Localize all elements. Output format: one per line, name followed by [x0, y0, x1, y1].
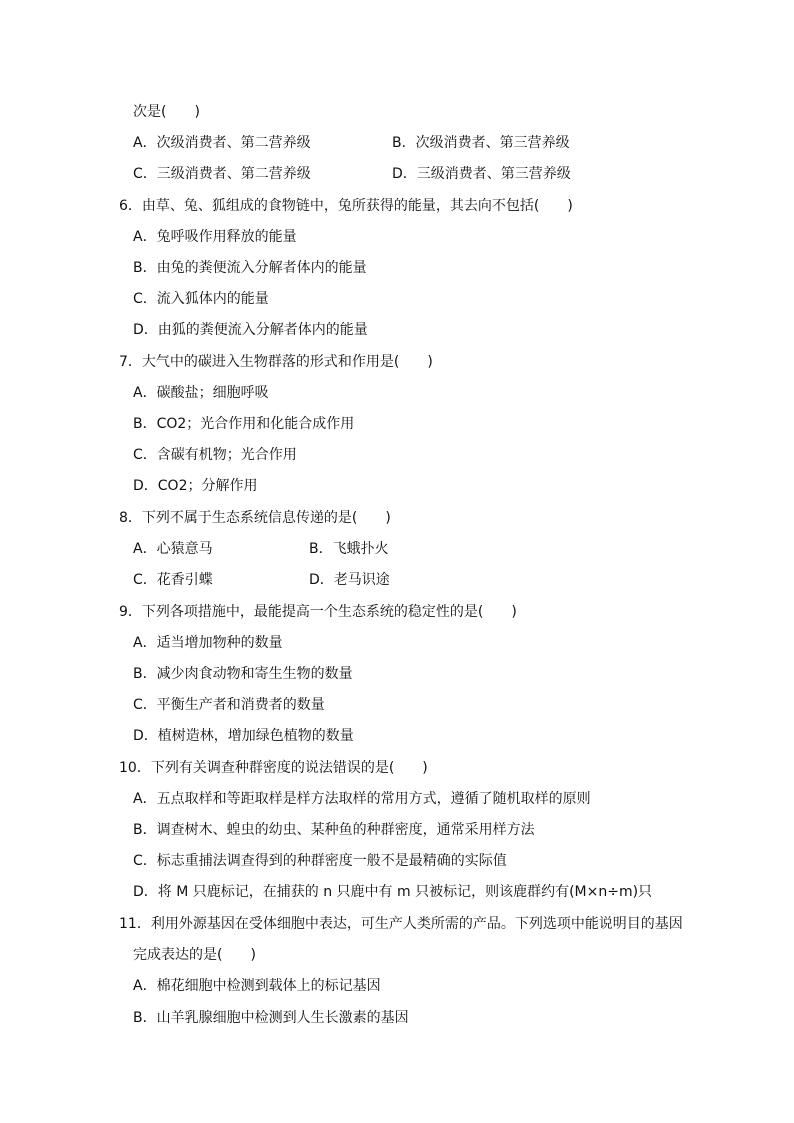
question-6-option-a: A．兔呼吸作用释放的能量: [133, 229, 297, 245]
question-7-option-b: B．CO2；光合作用和化能合成作用: [133, 416, 355, 432]
question-7-option-c: C．含碳有机物；光合作用: [133, 447, 297, 463]
question-8-option-c: C．花香引蝶: [133, 572, 213, 588]
question-9-option-c: C．平衡生产者和消费者的数量: [133, 697, 325, 713]
question-9-option-d: D．植树造林，增加绿色植物的数量: [133, 728, 354, 744]
question-7-option-d: D．CO2；分解作用: [133, 478, 258, 494]
question-6-option-c: C．流入狐体内的能量: [133, 291, 269, 307]
question-11-option-b: B．山羊乳腺细胞中检测到人生长激素的基因: [133, 1010, 409, 1026]
question-10-stem: 10．下列有关调查种群密度的说法错误的是( ): [119, 760, 428, 776]
question-8-option-a: A．心猿意马: [133, 541, 213, 557]
question-9-option-b: B．减少肉食动物和寄生生物的数量: [133, 666, 353, 682]
question-9-stem: 9．下列各项措施中，最能提高一个生态系统的稳定性的是( ): [119, 604, 517, 620]
question-10-option-d: D．将 M 只鹿标记，在捕获的 n 只鹿中有 m 只被标记，则该鹿群约有(M×n÷m)只: [133, 884, 653, 900]
question-8-option-d: D．老马识途: [309, 572, 390, 588]
question-10-option-a: A．五点取样和等距取样是样方法取样的常用方式，遵循了随机取样的原则: [133, 791, 591, 807]
question-10-option-b: B．调查树木、蝗虫的幼虫、某种鱼的种群密度，通常采用样方法: [133, 822, 535, 838]
question-5-option-b: B．次级消费者、第三营养级: [392, 135, 570, 151]
question-8-option-b: B．飞蛾扑火: [309, 541, 389, 557]
question-6-option-b: B．由兔的粪便流入分解者体内的能量: [133, 260, 367, 276]
question-11-continuation: 完成表达的是( ): [133, 947, 256, 963]
question-5-option-a: A．次级消费者、第二营养级: [133, 135, 311, 151]
question-11-stem: 11．利用外源基因在受体细胞中表达，可生产人类所需的产品。下列选项中能说明目的基因: [119, 916, 683, 932]
question-6-stem: 6．由草、兔、狐组成的食物链中，兔所获得的能量，其去向不包括( ): [119, 198, 573, 214]
question-9-option-a: A．适当增加物种的数量: [133, 635, 283, 651]
question-10-option-c: C．标志重捕法调查得到的种群密度一般不是最精确的实际值: [133, 853, 507, 869]
question-5-continuation: 次是( ): [133, 104, 200, 120]
question-11-option-a: A．棉花细胞中检测到载体上的标记基因: [133, 978, 381, 994]
question-7-stem: 7．大气中的碳进入生物群落的形式和作用是( ): [119, 354, 433, 370]
question-6-option-d: D．由狐的粪便流入分解者体内的能量: [133, 322, 368, 338]
question-8-stem: 8．下列不属于生态系统信息传递的是( ): [119, 510, 391, 526]
question-5-option-d: D．三级消费者、第三营养级: [392, 166, 571, 182]
question-5-option-c: C．三级消费者、第二营养级: [133, 166, 311, 182]
question-7-option-a: A．碳酸盐；细胞呼吸: [133, 385, 269, 401]
